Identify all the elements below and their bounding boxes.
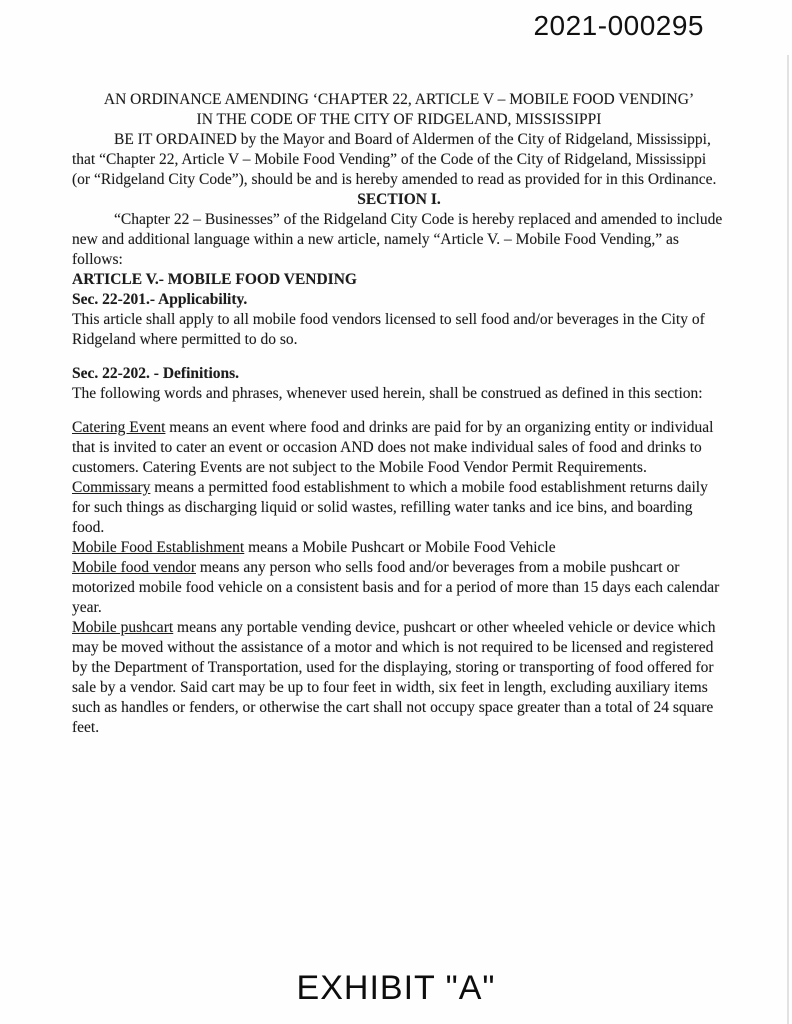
definition-mobile-food-establishment xyxy=(72,538,726,558)
ordinance-body xyxy=(72,90,726,738)
defined-term: Commissary xyxy=(72,479,151,496)
definition-text: means a permitted food establishment to which a mobile food establishment returns daily for such things as discharging liquid or solid wastes, refilling water tanks and ice bins, and boarding food. xyxy=(72,479,708,536)
ordinance-title-line1: AN ORDINANCE AMENDING ‘CHAPTER 22, ARTICLE V – MOBILE FOOD VENDING’ xyxy=(103,91,695,108)
definition-catering-event xyxy=(72,418,726,478)
definition-commissary xyxy=(72,478,726,538)
preamble-paragraph: BE IT ORDAINED by the Mayor and Board of Aldermen of the City of Ridgeland, Mississippi, that “Chapter 22, Article V – Mobile Food Vending” of the Code of the City of Ridgeland, Mississippi (or “Ridgeland City Code”), should be and is hereby amended to read as provided for in this Ordinance. xyxy=(72,131,717,188)
definition-text: means an event where food and drinks are paid for by an organizing entity or individual that is invited to cater an event or occasion AND does not make individual sales of food and drinks to customers. Catering Events are not subject to the Mobile Food Vendor Permit Requirements. xyxy=(72,419,714,476)
sec-22-202-heading: Sec. 22-202. - Definitions. xyxy=(72,365,240,382)
definition-text: means a Mobile Pushcart or Mobile Food Vehicle xyxy=(244,539,556,556)
definition-mobile-food-vendor xyxy=(72,558,726,618)
defined-term: Mobile Food Establishment xyxy=(72,539,245,556)
ordinance-title xyxy=(72,90,726,130)
defined-term: Catering Event xyxy=(72,419,166,436)
ordinance-title-line2: IN THE CODE OF THE CITY OF RIDGELAND, MISSISSIPPI xyxy=(196,111,602,128)
sec-22-202 xyxy=(72,364,726,404)
sec-22-201-heading: Sec. 22-201.- Applicability. xyxy=(72,291,248,308)
definition-mobile-pushcart xyxy=(72,618,726,738)
exhibit-a-label: EXHIBIT "A" xyxy=(296,969,496,1007)
scan-edge-artifact xyxy=(787,55,789,1024)
sec-22-202-body: The following words and phrases, whenever used herein, shall be construed as defined in this section: xyxy=(72,385,703,402)
defined-term: Mobile food vendor xyxy=(72,559,196,576)
defined-term: Mobile pushcart xyxy=(72,619,174,636)
definition-text: means any portable vending device, pushcart or other wheeled vehicle or device which may be moved without the assistance of a motor and which is not required to be licensed and registered by the Department of Transportation, used for the displaying, storing or transporting of food offered for sale by a vendor. Said cart may be up to four feet in width, six feet in length, excluding auxiliary items such as handles or fenders, or otherwise the cart shall not occupy space greater than a total of 24 square feet. xyxy=(72,619,716,736)
sec-22-201-body: This article shall apply to all mobile food vendors licensed to sell food and/or beverages in the City of Ridgeland where permitted to do so. xyxy=(72,311,705,348)
article-5-heading: ARTICLE V.- MOBILE FOOD VENDING xyxy=(72,271,357,288)
sec-22-201 xyxy=(72,290,726,350)
document-number-stamp: 2021-000295 xyxy=(533,10,704,41)
definition-text: means any person who sells food and/or beverages from a mobile pushcart or motorized mobile food vehicle on a consistent basis and for a period of more than 15 days each calendar year. xyxy=(72,559,720,616)
section-1-body: “Chapter 22 – Businesses” of the Ridgeland City Code is hereby replaced and amended to include new and additional language within a new article, namely “Article V. – Mobile Food Vending,” as follows: xyxy=(72,211,723,268)
section-1-heading: SECTION I. xyxy=(357,191,441,208)
